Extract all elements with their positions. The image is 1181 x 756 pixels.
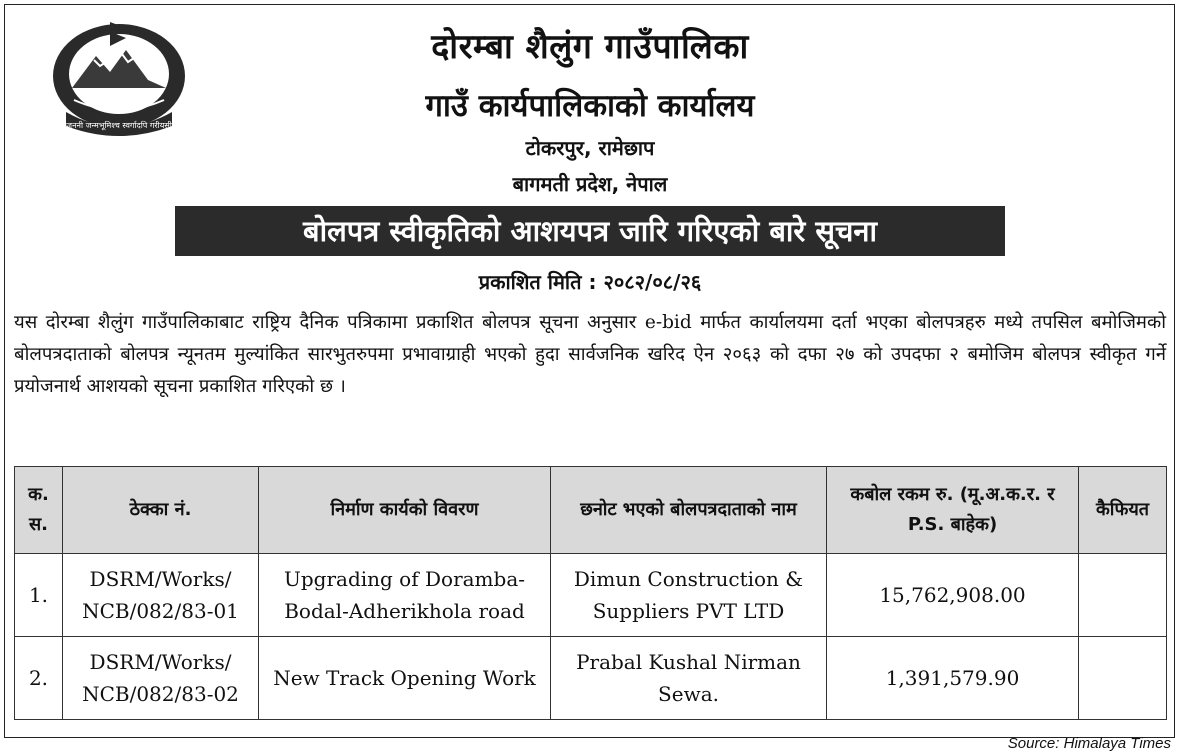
notice-body: यस दोरम्बा शैलुंग गाउँपालिकाबाट राष्ट्रिय दैनिक पत्रिकामा प्रकाशित बोलपत्र सूचना अनुसार e-bid मार्फत कार्यालयमा दर्ता भएका बोलपत्रहरु मध्ये तपसिल बमोजिमको बोलपत्रदाताको बोलपत्र न्यूनतम मुल्यांकित सारभुतरुपमा प्रभावाग्राही भएको हुदा सार्वजनिक खरिद ऐन २०६३ को दफा २७ को उपदफा २ बमोजिम बोलपत्र स्वीकृत गर्ने प्रयोजनार्थ आशयको सूचना प्रकाशित गरिएको छ । [14,312,1166,397]
header-bidder: छनोट भएको बोलपत्रदाताको नाम [551,467,827,554]
address-line-1: टोकरपुर, रामेछाप [525,136,655,160]
municipality-title: दोरम्बा शैलुंग गाउँपालिका [431,27,749,67]
table-row [15,637,1167,720]
row-contract-no: DSRM/Works/ NCB/082/83-01 [63,554,259,637]
row-bidder: Dimun Construction & Suppliers PVT LTD [551,554,827,637]
row-contract-no: DSRM/Works/ NCB/082/83-02 [63,637,259,720]
row-serial: 1. [15,554,63,637]
header-serial: क. स. [15,467,63,554]
row-bidder: Prabal Kushal Nirman Sewa. [551,637,827,720]
bid-acceptance-table [14,466,1167,720]
header-description: निर्माण कार्यको विवरण [259,467,551,554]
header-amount: कबोल रकम रु. (मू.अ.क.र. र P.S. बाहेक) [827,467,1079,554]
row-remarks [1079,637,1167,720]
government-emblem-logo [44,16,194,140]
row-amount: 1,391,579.90 [827,637,1079,720]
header-contract-no: ठेक्का नं. [63,467,259,554]
row-amount: 15,762,908.00 [827,554,1079,637]
notice-title-banner: बोलपत्र स्वीकृतिको आशयपत्र जारि गरिएको बारे सूचना [175,206,1005,256]
row-description: New Track Opening Work [259,637,551,720]
published-date: प्रकाशित मिति : २०८२/०८/२६ [478,270,702,294]
office-subtitle: गाउँ कार्यपालिकाको कार्यालय [425,88,755,124]
table-row [15,554,1167,637]
row-description: Upgrading of Doramba-Bodal-Adherikhola road [259,554,551,637]
source-credit: Source: Himalaya Times [1007,735,1171,752]
table-header-row [15,467,1167,554]
header-remarks: कैफियत [1079,467,1167,554]
emblem-motto: जननी जन्मभूमिश्च स्वर्गादपि गरीयसी [66,121,172,130]
row-serial: 2. [15,637,63,720]
row-remarks [1079,554,1167,637]
address-line-2: बागमती प्रदेश, नेपाल [512,172,668,196]
